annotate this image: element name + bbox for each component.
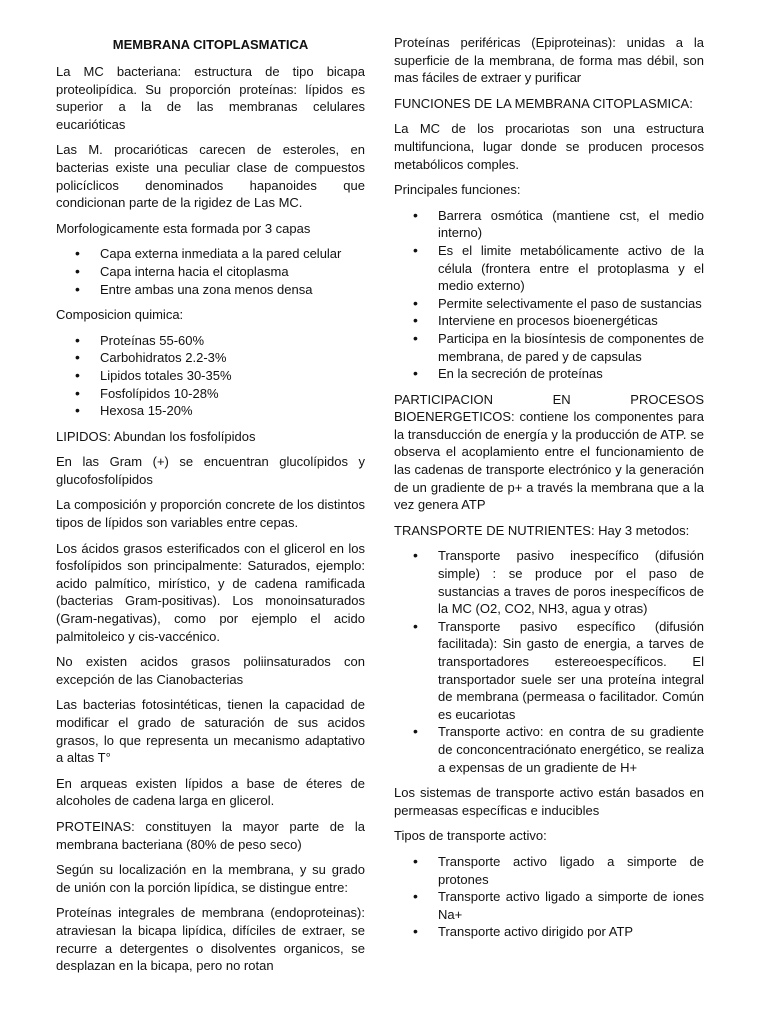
paragraph: PROTEINAS: constituyen la mayor parte de la membrana bacteriana (80% de peso seco): [56, 818, 365, 852]
list-item: • Es el limite metabólicamente activo de la célula (frontera entre el protoplasma y el medio externo): [394, 242, 704, 295]
paragraph: PARTICIPACION EN PROCESOS BIOENERGETICOS: contiene los componentes para la transducción de energía y la producción de ATP. se observa el acoplamiento entre el funcionamiento de las cadenas de transporte electrónico y la generación de un gradiente de p+ a través la membrana que a la vez genera ATP: [394, 391, 704, 513]
paragraph: Proteínas periféricas (Epiproteinas): unidas a la superficie de la membrana, de forma mas débil, son mas fáciles de extraer y purificar: [394, 35, 704, 86]
paragraph: Morfologicamente esta formada por 3 capas: [56, 220, 311, 236]
list-item: • Interviene en procesos bioenergéticas: [394, 312, 704, 330]
paragraph: Las M. procarióticas carecen de esteroles, en bacterias existe una peculiar clase de compuestos policíclicos denominados hapanoides que condicionan parte de la rigidez de Las MC.: [56, 142, 365, 211]
paragraph: Los ácidos grasos esterificados con el glicerol en los fosfolípidos son principalmente: Saturados, ejemplo: acido palmítico, mirístico, y de cadena ramificada (bacterias Gram-positivas). Los monoinsaturados (Gram-negativas), como por ejemplo el acido palmitoleico y cis-vaccénico.: [56, 540, 365, 644]
list-item: • Proteínas 55-60%: [56, 332, 365, 350]
paragraph: Según su localización en la membrana, y su grado de unión con la porción lipídica, se distingue entre:: [56, 862, 365, 895]
list-item: • Fosfolípidos 10-28%: [56, 385, 365, 403]
paragraph: Principales funciones:: [394, 182, 521, 198]
transporte-list: [394, 547, 704, 776]
list-item: • Transporte activo ligado a simporte de iones Na+: [394, 888, 704, 923]
paragraph: Tipos de transporte activo:: [394, 828, 547, 844]
tipos-list: [394, 853, 704, 941]
list-item: • Transporte pasivo específico (difusión facilitada): Sin gasto de energia, a tarves de transportadores estereoespecíficos. El transportador suele ser una proteína integral de membrana (permeasa o facilitador. Común es eucariotas: [394, 618, 704, 724]
list-item: • Transporte activo: en contra de su gradiente de conconcentraciónato energético, se realiza a expensas de un gradiente de H+: [394, 723, 704, 776]
paragraph: Proteínas integrales de membrana (endoproteinas): atraviesan la bicapa lipídica, difíciles de extraer, se recurre a detergentes o disolventes organicos, se desplazan en la bicapa, pero no rotan: [56, 905, 365, 974]
right-column: [394, 34, 704, 949]
list-item: • Transporte pasivo inespecífico (difusión simple) : se produce por el paso de sustancias a traves de poros inespecíficos de la MC (O2, CO2, NH3, agua y otras): [394, 547, 704, 617]
list-item: • Lipidos totales 30-35%: [56, 367, 365, 385]
paragraph: La composición y proporción concrete de los distintos tipos de lípidos son variables entre cepas.: [56, 497, 365, 531]
capas-list: [56, 245, 365, 298]
section-heading: FUNCIONES DE LA MEMBRANA CITOPLASMICA:: [394, 95, 693, 111]
list-item: • Carbohidratos 2.2-3%: [56, 349, 365, 367]
list-item: • Entre ambas una zona menos densa: [56, 281, 365, 299]
funciones-list: [394, 207, 704, 383]
paragraph: La MC bacteriana: estructura de tipo bicapa proteolipídica. Su proporción proteínas: lípidos es superior a la de las membranas celulares eucarióticas: [56, 64, 365, 132]
paragraph: LIPIDOS: Abundan los fosfolípidos: [56, 428, 256, 444]
paragraph: La MC de los procariotas son una estructura multifunciona, lugar donde se producen procesos metabólicos comples.: [394, 121, 704, 172]
list-item: • Transporte activo ligado a simporte de protones: [394, 853, 704, 888]
paragraph: No existen acidos grasos poliinsaturados con excepción de las Cianobacterias: [56, 654, 365, 687]
list-item: • Capa interna hacia el citoplasma: [56, 263, 365, 281]
list-item: • Hexosa 15-20%: [56, 402, 365, 420]
paragraph: Composicion quimica:: [56, 307, 184, 323]
composicion-list: [56, 332, 365, 420]
list-item: • Participa en la biosíntesis de componentes de membrana, de pared y de capsulas: [394, 330, 704, 365]
paragraph: En las Gram (+) se encuentran glucolípidos y glucofosfolípidos: [56, 454, 365, 487]
left-column: [56, 34, 365, 983]
list-item: • Permite selectivamente el paso de sustancias: [394, 295, 704, 313]
list-item: • Barrera osmótica (mantiene cst, el medio interno): [394, 207, 704, 242]
list-item: • Transporte activo dirigido por ATP: [394, 923, 704, 941]
list-item: • En la secreción de proteínas: [394, 365, 704, 383]
paragraph: Los sistemas de transporte activo están basados en permeasas específicas e inducibles: [394, 785, 704, 818]
paragraph: TRANSPORTE DE NUTRIENTES: Hay 3 metodos:: [394, 522, 690, 538]
list-item: • Capa externa inmediata a la pared celular: [56, 245, 365, 263]
paragraph: Las bacterias fotosintéticas, tienen la capacidad de modificar el grado de saturación de sus acidos grasos, lo que representa un mecanismo adaptativo a altas T°: [56, 697, 365, 766]
document-title: MEMBRANA CITOPLASMATICA: [112, 37, 309, 52]
paragraph: En arqueas existen lípidos a base de éteres de alcoholes de cadena larga en glicerol.: [56, 775, 365, 809]
